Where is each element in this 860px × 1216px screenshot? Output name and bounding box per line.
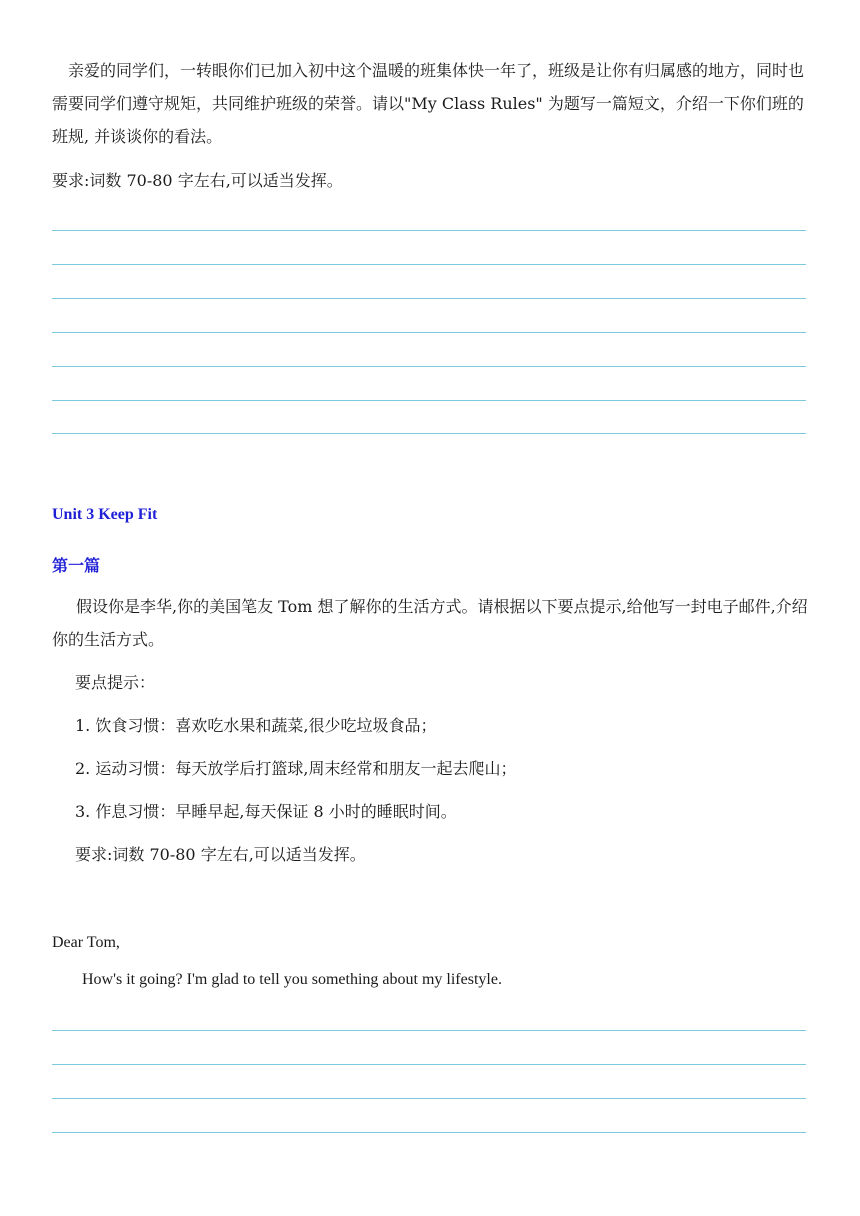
writing-line [52,332,806,333]
part-title: 第一篇 [52,558,101,575]
tip-item: 3. 作息习惯：早睡早起,每天保证 8 小时的睡眠时间。 [75,802,457,821]
prompt-paragraph-class-rules: 亲爱的同学们，一转眼你们已加入初中这个温暖的班集体快一年了，班级是让你有归属感的地方，同时也需要同学们遵守规矩，共同维护班级的荣誉。请以"My Class Rules" 为题写一篇短文，介绍一下你们班的班规, 并谈谈你的看法。 [52,61,805,146]
unit-title: Unit 3 Keep Fit [52,506,158,523]
writing-line [52,264,806,265]
writing-line [52,1030,806,1031]
tip-item: 2. 运动习惯：每天放学后打篮球,周末经常和朋友一起去爬山； [75,759,517,778]
writing-line [52,1098,806,1099]
writing-line [52,298,806,299]
requirement-text: 要求:词数 70-80 字左右,可以适当发挥。 [75,845,366,864]
writing-line [52,433,806,434]
writing-line [52,1132,806,1133]
requirement-text: 要求:词数 70-80 字左右,可以适当发挥。 [52,171,343,190]
writing-line [52,1064,806,1065]
letter-opening: How's it going? I'm glad to tell you something about my lifestyle. [82,971,502,988]
prompt-paragraph-lifestyle: 假设你是李华,你的美国笔友 Tom 想了解你的生活方式。请根据以下要点提示,给他写一封电子邮件,介绍你的生活方式。 [52,597,808,649]
letter-greeting: Dear Tom, [52,934,120,951]
writing-line [52,230,806,231]
tips-label: 要点提示： [75,673,156,692]
tip-item: 1. 饮食习惯：喜欢吃水果和蔬菜,很少吃垃圾食品； [75,716,437,735]
writing-line [52,366,806,367]
writing-line [52,400,806,401]
